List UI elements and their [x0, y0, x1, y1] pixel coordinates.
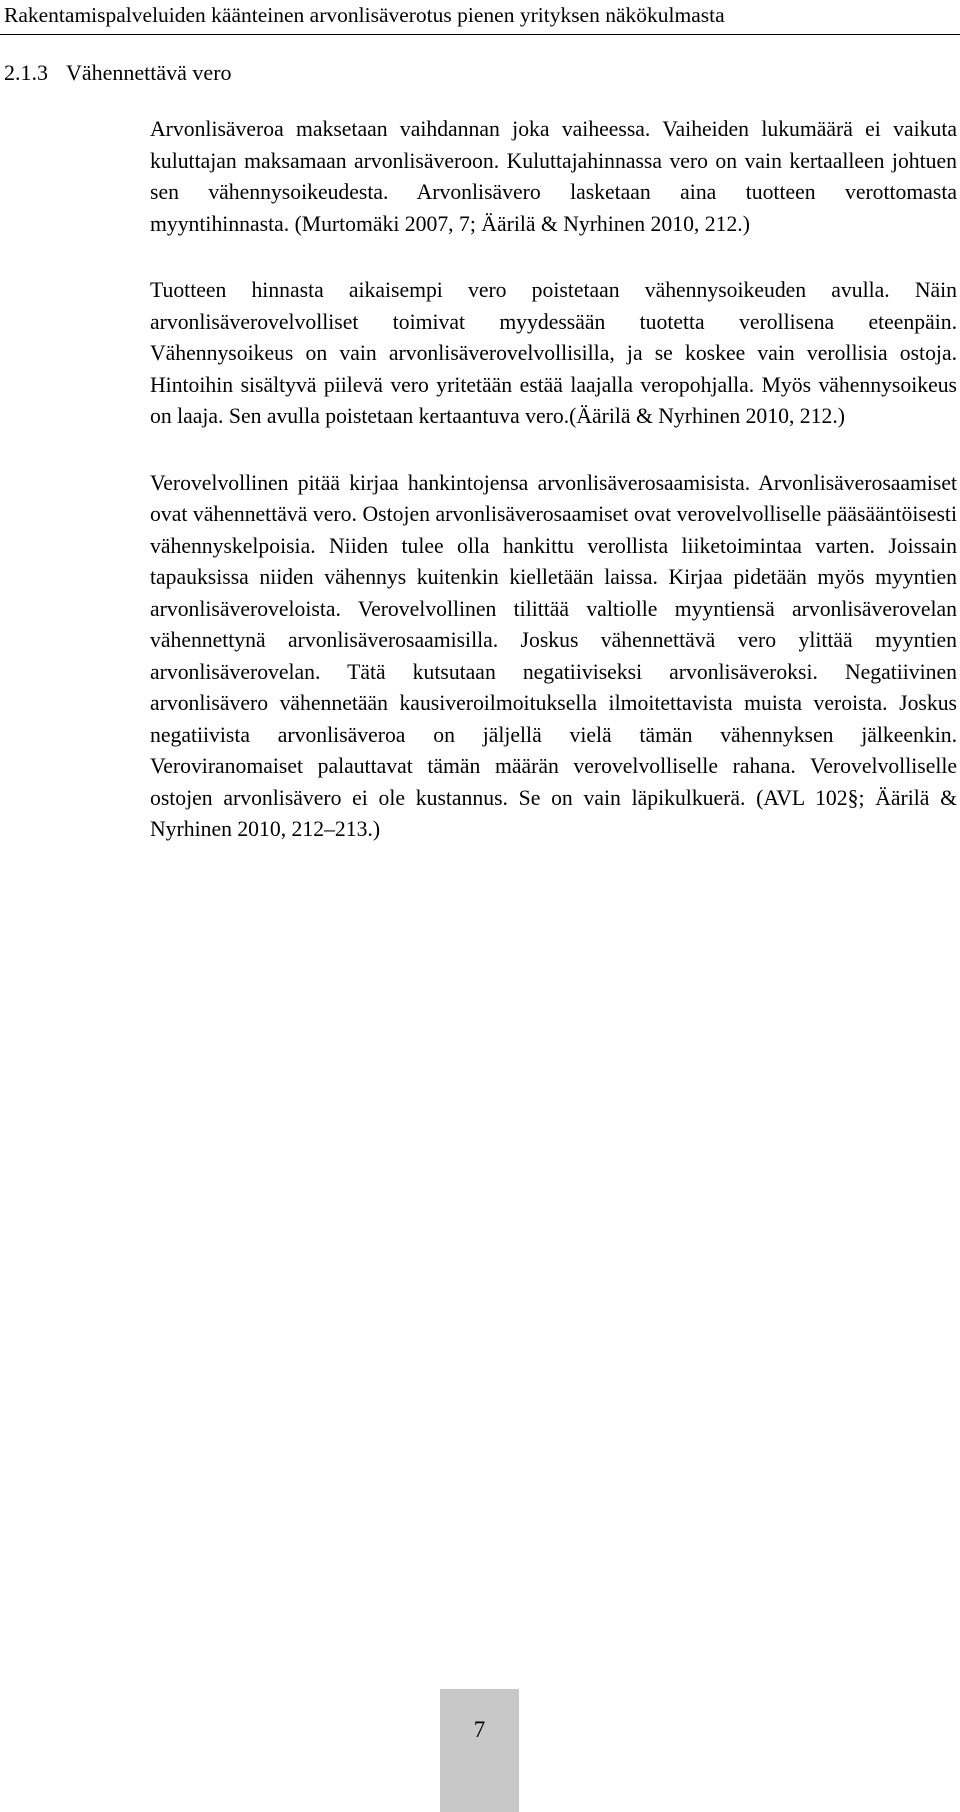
- page-number-box: [440, 1689, 519, 1812]
- paragraph-2: Tuotteen hinnasta aikaisempi vero poistetaan vähennysoikeuden avulla. Näin arvonlisäverovelvolliset toimivat myydessään tuotetta verollisena eteenpäin. Vähennysoikeus on vain arvonlisäverovelvollisilla, ja se koskee vain verollisia ostoja. Hintoihin sisältyvä piilevä vero yritetään estää laajalla veropohjalla. Myös vähennysoikeus on laaja. Sen avulla poistetaan kertaantuva vero.(Äärilä & Nyrhinen 2010, 212.): [150, 278, 957, 428]
- paragraph-3: Verovelvollinen pitää kirjaa hankintojensa arvonlisäverosaamisista. Arvonlisäverosaamiset ovat vähennettävä vero. Ostojen arvonlisäverosaamiset ovat verovelvolliselle pääsääntöisesti vähennyskelpoisia. Niiden tulee olla hankittu verollista liiketoimintaa varten. Joissain tapauksissa niiden vähennys kuitenkin kielletään laissa. Kirjaa pidetään myös myyntien arvonlisäveroveloista. Verovelvollinen tilittää valtiolle myyntiensä arvonlisäverovelan vähennettynä arvonlisäverosaamisilla. Joskus vähennettävä vero ylittää myyntien arvonlisäverovelan. Tätä kutsutaan negatiiviseksi arvonlisäveroksi. Negatiivinen arvonlisävero vähennetään kausiveroilmoituksella ilmoitettavista muista veroista. Joskus negatiivista arvonlisäveroa on jäljellä vielä tämän vähennyksen jälkeenkin. Veroviranomaiset palauttavat tämän määrän verovelvolliselle rahana. Verovelvolliselle ostojen arvonlisävero ei ole kustannus. Se on vain läpikulkuerä. (AVL 102§; Äärilä & Nyrhinen 2010, 212–213.): [150, 470, 957, 841]
- paragraph-1: Arvonlisäveroa maksetaan vaihdannan joka vaiheessa. Vaiheiden lukumäärä ei vaikuta kuluttajan maksamaan arvonlisäveroon. Kuluttajahinnassa vero on vain kertaalleen johtuen sen vähennysoikeudesta. Arvonlisävero lasketaan aina tuotteen verottomasta myyntihinnasta. (Murtomäki 2007, 7; Äärilä & Nyrhinen 2010, 212.): [150, 117, 957, 236]
- section-number: 2.1.3: [4, 60, 48, 85]
- section-title: Vähennettävä vero: [66, 60, 232, 85]
- body-text: [150, 114, 957, 881]
- running-header: Rakentamispalveluiden käänteinen arvonlisäverotus pienen yrityksen näkökulmasta: [4, 3, 725, 27]
- section-heading: [4, 58, 232, 88]
- page-number: 7: [473, 1717, 486, 1742]
- header-divider: [0, 34, 960, 35]
